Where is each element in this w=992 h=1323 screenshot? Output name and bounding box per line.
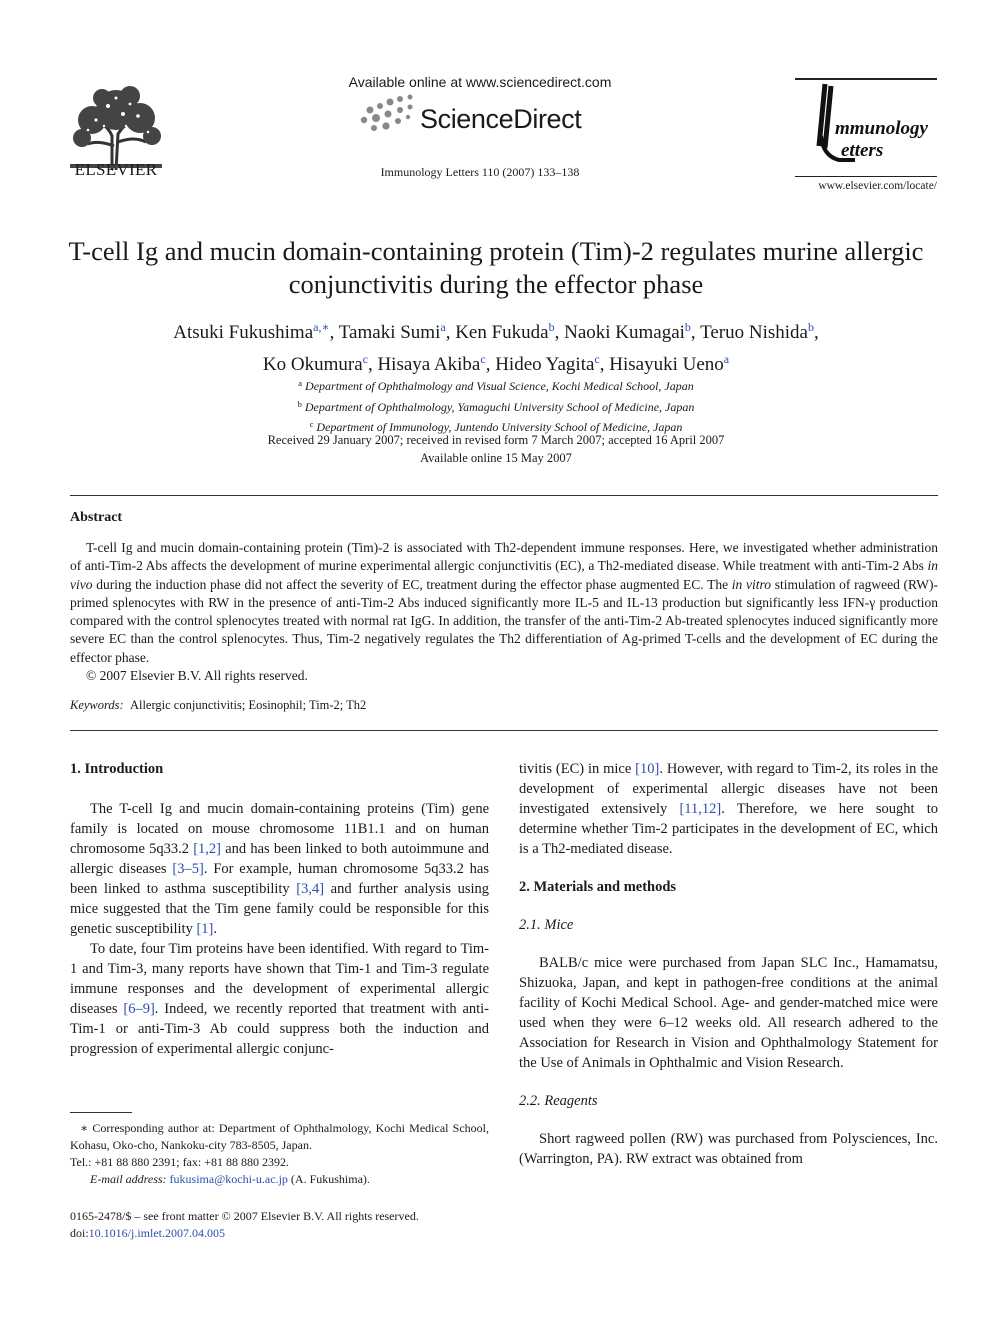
author[interactable]: Atsuki Fukushima [173,322,314,343]
corresponding-author-footnote [70,1120,489,1188]
author[interactable]: Teruo Nishida [700,322,808,343]
abstract-body [70,539,938,685]
keywords [70,698,938,713]
author[interactable]: Ko Okumura [262,354,363,375]
affiliation-text: Department of Ophthalmology and Visual Science, Kochi Medical School, Japan [305,379,694,393]
abstract-paragraph: T-cell Ig and mucin domain-containing protein (Tim)-2 is associated with Th2-dependent immune responses. Here, we investigated whether administration of anti-Tim-2 Abs affects the development of murine experimental allergic conjunctivitis (EC), a Th2-mediated disease. While treatment with anti-Tim-2 Abs in vivo during the induction phase did not affect the severity of EC, treatment during the effector phase augmented EC. The in vitro stimulation of ragweed (RW)-primed splenocytes with RW in the presence of anti-Tim-2 Abs induced significantly more IL-5 and IL-13 production but significantly less IFN-γ production compared with the control splenocytes treated with normal rat IgG. In addition, the transfer of the anti-Tim-2 Ab-treated splenocytes induced significantly more severe EC than the control splenocytes. Thus, Tim-2 negatively regulates the Th2 differentiation of Ag-primed T-cells and the development of EC during the effector phase. [70,540,938,665]
affiliation-mark[interactable]: a,∗ [313,320,330,334]
separator: , [690,322,701,343]
intro-paragraph-2-continued: tivitis (EC) in mice [10]. However, with regard to Tim-2, its roles in the development of experimental allergic diseases have not been investigated extensively [11,12]. Therefore, we here sought to determine whether Tim-2 participates in the development of EC, which is a Th2-mediated disease. [519,761,939,857]
affiliation-text: Department of Immunology, Juntendo University School of Medicine, Japan [316,420,683,434]
intro-paragraph-1: The T-cell Ig and mucin domain-containing proteins (Tim) gene family is located on mouse chromosome 11B1.1 and on human chromosome 5q33.2 [1,2] and has been linked to both autoimmune and allergic diseases [3–5]. For example, human chromosome 5q33.2 has been linked to asthma susceptibility [3,4] and further analysis using mice suggested that the Tim gene family could be responsible for this genetic susceptibility [1]. [70,801,490,937]
immunology-letters-logo [795,76,937,180]
affiliation-mark: c [309,419,314,429]
email-link[interactable]: fukusima@kochi-u.ac.jp [169,1172,288,1186]
abstract-top-divider [70,495,938,496]
affiliation-mark: a [298,378,303,388]
citation-link[interactable]: [11,12] [679,801,722,817]
section-heading-introduction: 1. Introduction [70,761,164,777]
svg-text:etters: etters [841,140,884,161]
citation-link[interactable]: [3,4] [296,881,325,897]
footnote-phone: Tel.: +81 88 880 2391; fax: +81 88 880 2392. [70,1155,290,1169]
doi-label: doi: [70,1226,89,1240]
separator: , [485,354,496,375]
affiliation-mark: b [297,398,302,409]
svg-text:mmunology: mmunology [835,118,928,139]
keywords-text: Allergic conjunctivitis; Eosinophil; Tim-2; Th2 [129,698,367,712]
keywords-label: Keywords: [70,698,124,712]
left-column [70,759,489,1059]
author[interactable]: Hisayuki Ueno [609,354,724,375]
mice-paragraph: BALB/c mice were purchased from Japan SLC Inc., Hamamatsu, Shizuoka, Japan, and kept in pathogen-free conditions at the animal facility of Kochi Medical School. Age- and gender-matched mice were used when they were 6–12 weeks old. All research adhered to the Association for Research in Vision and Ophthalmology Statement for the Use of Animals in Ophthalmic and Vision Research. [519,955,938,1071]
article-title: T-cell Ig and mucin domain-containing protein (Tim)-2 regulates murine allergic conjunctivitis during the effector phase [68,236,924,299]
journal-logo-rule [795,176,937,177]
publisher-name: ELSEVIER [74,160,158,179]
affiliation-text: Department of Ophthalmology, Yamaguchi University School of Medicine, Japan [304,399,695,414]
footnote-address: ∗ Corresponding author at: Department of Ophthalmology, Kochi Medical School, Kohasu, Oko-cho, Nankoku-city 783-8505, Japan. [70,1121,489,1152]
abstract-bottom-divider [70,730,938,731]
affiliation-list [60,375,932,437]
subsection-heading-mice: 2.1. Mice [519,917,574,933]
affiliation [60,375,932,396]
affiliation-mark[interactable]: a [440,320,446,334]
author[interactable]: Hideo Yagita [495,354,595,375]
email-owner: (A. Fukushima). [287,1172,370,1186]
author[interactable]: Hisaya Akiba [377,354,481,375]
doi-link[interactable]: 10.1016/j.imlet.2007.04.005 [88,1226,226,1240]
affiliation-mark[interactable]: b [684,320,691,334]
sciencedirect-wordmark: ScienceDirect [420,104,582,134]
article-history [60,431,932,467]
available-online-text: Available online at www.sciencedirect.com [348,74,612,90]
affiliation [60,396,932,417]
separator: , [445,322,456,343]
separator: , [599,354,610,375]
affiliation-mark[interactable]: b [808,320,814,334]
author-list [60,314,932,378]
citation-link[interactable]: [1,2] [193,841,221,857]
footnote-divider [70,1112,132,1113]
intro-paragraph-2: To date, four Tim proteins have been identified. With regard to Tim-1 and Tim-3, many reports have shown that Tim-1 and Tim-3 regulate immune responses and the development of experimental allergic diseases [6–9]. Indeed, we recently reported that treatment with anti-Tim-1 or anti-Tim-3 Ab could suppress both the induction and progression of experimental allergic conjunc- [70,941,490,1057]
affiliation-mark[interactable]: c [594,352,600,366]
author[interactable]: Naoki Kumagai [564,322,685,343]
author[interactable]: Tamaki Sumi [338,322,441,343]
issn-line: 0165-2478/$ – see front matter © 2007 Elsevier B.V. All rights reserved. [70,1209,419,1223]
affiliation-mark[interactable]: a [723,352,730,366]
citation-link[interactable]: [1] [196,921,214,937]
available-online-date: Available online 15 May 2007 [420,451,572,465]
affiliation-mark[interactable]: b [548,320,555,334]
section-heading-methods: 2. Materials and methods [519,879,677,895]
received-dates: Received 29 January 2007; received in revised form 7 March 2007; accepted 16 April 2007 [267,433,725,447]
journal-url-link[interactable]: www.elsevier.com/locate/ [818,180,937,192]
journal-citation: Immunology Letters 110 (2007) 133–138 [380,165,580,179]
citation-link[interactable]: [6–9] [123,1001,155,1017]
right-column [519,759,938,1169]
separator: , [554,322,565,343]
email-label: E-mail address: [90,1172,167,1186]
subsection-heading-reagents: 2.2. Reagents [519,1093,598,1109]
reagents-paragraph: Short ragweed pollen (RW) was purchased from Polysciences, Inc. (Warrington, PA). RW extract was obtained from [519,1131,938,1167]
front-matter [70,1208,489,1242]
affiliation-mark[interactable]: c [480,352,486,366]
citation-link[interactable]: [10] [635,761,660,777]
separator: , [814,322,819,343]
citation-link[interactable]: [3–5] [172,861,204,877]
affiliation-mark[interactable]: c [362,352,368,366]
separator: , [329,322,339,343]
copyright: © 2007 Elsevier B.V. All rights reserved. [86,668,308,684]
abstract-heading: Abstract [70,510,123,525]
separator: , [367,354,378,375]
author[interactable]: Ken Fukuda [455,322,549,343]
